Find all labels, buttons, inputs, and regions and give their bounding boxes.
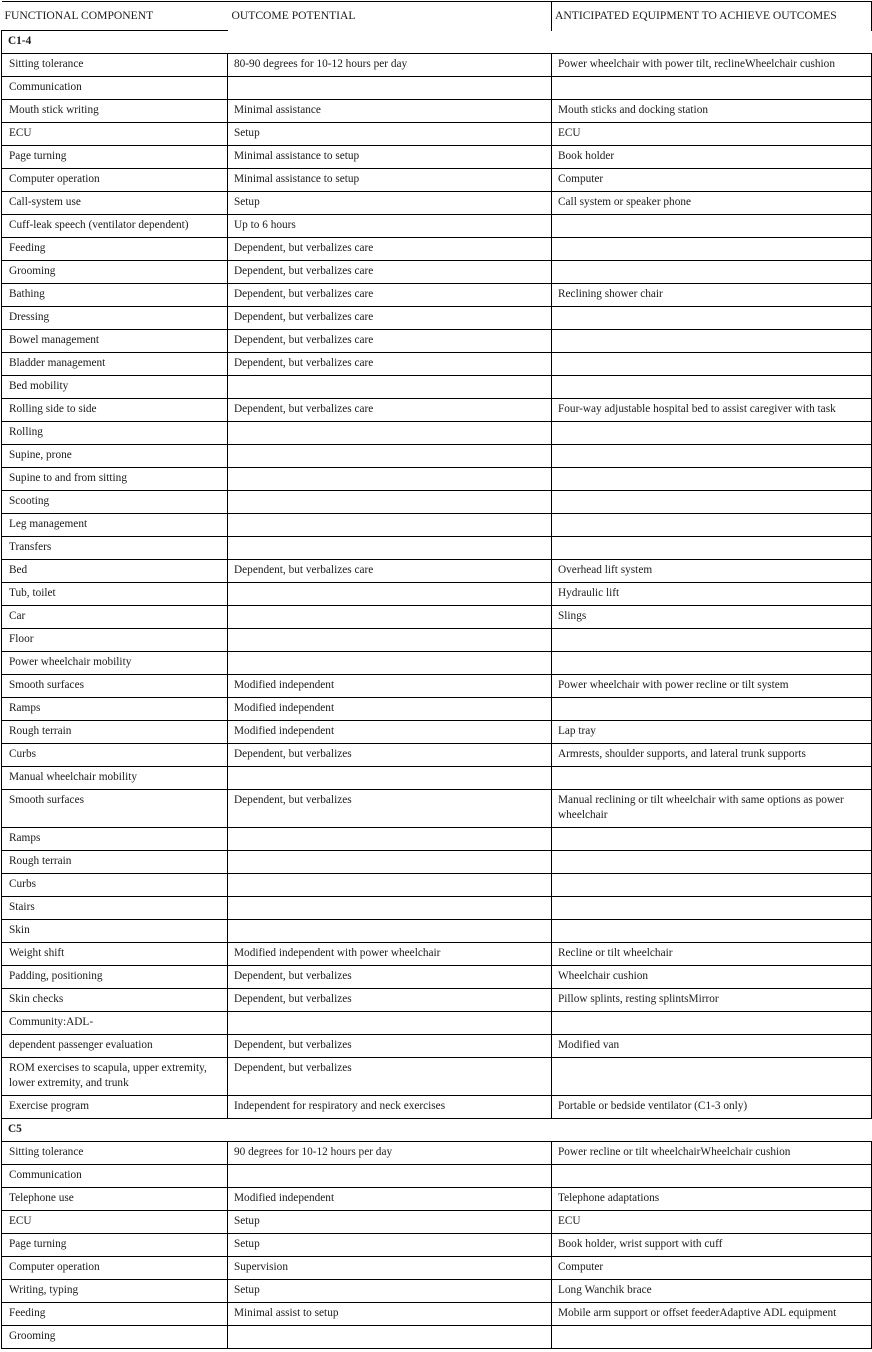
equipment-cell: Reclining shower chair	[552, 284, 872, 307]
equipment-cell: ECU	[552, 1211, 872, 1234]
equipment-cell	[552, 445, 872, 468]
outcome-potential-cell: 90 degrees for 10-12 hours per day	[228, 1142, 552, 1165]
equipment-cell	[552, 920, 872, 943]
equipment-cell	[552, 874, 872, 897]
equipment-cell	[552, 215, 872, 238]
functional-component-cell: Smooth surfaces	[2, 675, 228, 698]
outcome-potential-cell: Setup	[228, 192, 552, 215]
equipment-cell	[552, 897, 872, 920]
table-row	[2, 123, 872, 146]
functional-component-cell: Grooming	[2, 1326, 228, 1349]
equipment-cell: Four-way adjustable hospital bed to assist caregiver with task	[552, 399, 872, 422]
equipment-cell	[552, 261, 872, 284]
header-row	[2, 2, 872, 31]
functional-component-cell: Ramps	[2, 698, 228, 721]
outcome-potential-cell	[228, 629, 552, 652]
functional-component-cell: Bathing	[2, 284, 228, 307]
outcome-potential-cell: Minimal assistance to setup	[228, 146, 552, 169]
equipment-cell	[552, 491, 872, 514]
equipment-cell	[552, 422, 872, 445]
functional-component-cell: Padding, positioning	[2, 966, 228, 989]
functional-component-cell: Telephone use	[2, 1188, 228, 1211]
table-row	[2, 1188, 872, 1211]
table-row	[2, 1326, 872, 1349]
equipment-cell	[552, 1165, 872, 1188]
equipment-cell	[552, 767, 872, 790]
equipment-cell	[552, 238, 872, 261]
equipment-cell	[552, 353, 872, 376]
functional-component-cell: Writing, typing	[2, 1280, 228, 1303]
functional-component-cell: Computer operation	[2, 1257, 228, 1280]
table-row	[2, 54, 872, 77]
table-row	[2, 874, 872, 897]
functional-component-cell: Curbs	[2, 874, 228, 897]
outcome-potential-cell: Minimal assist to setup	[228, 1303, 552, 1326]
table-row	[2, 468, 872, 491]
table-row	[2, 744, 872, 767]
functional-component-cell: Tub, toilet	[2, 583, 228, 606]
table-row	[2, 1058, 872, 1096]
equipment-cell: Power wheelchair with power recline or tilt system	[552, 675, 872, 698]
equipment-cell: Lap tray	[552, 721, 872, 744]
section-spacer	[228, 31, 552, 54]
equipment-cell: Mobile arm support or offset feederAdaptive ADL equipment	[552, 1303, 872, 1326]
table-row	[2, 1280, 872, 1303]
outcome-potential-cell: Dependent, but verbalizes care	[228, 238, 552, 261]
functional-component-cell: Mouth stick writing	[2, 100, 228, 123]
outcome-potential-cell: 80-90 degrees for 10-12 hours per day	[228, 54, 552, 77]
table-row	[2, 897, 872, 920]
table-row	[2, 920, 872, 943]
equipment-cell: Recline or tilt wheelchair	[552, 943, 872, 966]
outcome-potential-cell: Minimal assistance	[228, 100, 552, 123]
equipment-cell	[552, 376, 872, 399]
functional-component-cell: Skin	[2, 920, 228, 943]
functional-component-cell: Floor	[2, 629, 228, 652]
functional-component-cell: Scooting	[2, 491, 228, 514]
functional-component-cell: Cuff-leak speech (ventilator dependent)	[2, 215, 228, 238]
equipment-cell: Wheelchair cushion	[552, 966, 872, 989]
equipment-cell	[552, 330, 872, 353]
equipment-cell: Computer	[552, 169, 872, 192]
equipment-cell: Mouth sticks and docking station	[552, 100, 872, 123]
functional-component-cell: Sitting tolerance	[2, 54, 228, 77]
functional-component-cell: Stairs	[2, 897, 228, 920]
table-row	[2, 943, 872, 966]
equipment-cell	[552, 652, 872, 675]
outcome-potential-cell: Setup	[228, 1280, 552, 1303]
table-row	[2, 261, 872, 284]
functional-component-cell: Sitting tolerance	[2, 1142, 228, 1165]
functional-component-cell: Rolling side to side	[2, 399, 228, 422]
outcome-potential-cell: Setup	[228, 1234, 552, 1257]
equipment-cell	[552, 629, 872, 652]
outcome-potential-cell	[228, 828, 552, 851]
outcome-potential-cell	[228, 491, 552, 514]
table-row	[2, 675, 872, 698]
outcome-potential-cell: Up to 6 hours	[228, 215, 552, 238]
functional-component-cell: Bed mobility	[2, 376, 228, 399]
equipment-cell	[552, 537, 872, 560]
table-row	[2, 353, 872, 376]
functional-component-cell: Ramps	[2, 828, 228, 851]
outcome-potential-cell: Dependent, but verbalizes	[228, 790, 552, 828]
functional-component-cell: Rolling	[2, 422, 228, 445]
table-row	[2, 192, 872, 215]
outcome-potential-cell: Dependent, but verbalizes care	[228, 560, 552, 583]
table-row	[2, 629, 872, 652]
functional-component-cell: Manual wheelchair mobility	[2, 767, 228, 790]
functional-component-cell: Supine, prone	[2, 445, 228, 468]
equipment-cell	[552, 1326, 872, 1349]
table-row	[2, 1096, 872, 1119]
section-label: C5	[2, 1119, 228, 1142]
equipment-cell: Call system or speaker phone	[552, 192, 872, 215]
table-row	[2, 721, 872, 744]
functional-component-cell: Feeding	[2, 238, 228, 261]
equipment-cell: Pillow splints, resting splintsMirror	[552, 989, 872, 1012]
outcome-potential-cell: Modified independent	[228, 1188, 552, 1211]
table-row	[2, 1142, 872, 1165]
table-row	[2, 146, 872, 169]
functional-component-cell: Community:ADL-	[2, 1012, 228, 1035]
table-row	[2, 606, 872, 629]
functional-component-cell: Smooth surfaces	[2, 790, 228, 828]
table-row	[2, 537, 872, 560]
outcome-potential-cell	[228, 1165, 552, 1188]
table-row	[2, 100, 872, 123]
equipment-cell: Modified van	[552, 1035, 872, 1058]
table-row	[2, 422, 872, 445]
functional-component-cell: Transfers	[2, 537, 228, 560]
equipment-cell	[552, 1058, 872, 1096]
outcome-potential-cell	[228, 77, 552, 100]
equipment-cell	[552, 698, 872, 721]
functional-component-cell: Page turning	[2, 146, 228, 169]
outcome-potential-cell	[228, 422, 552, 445]
outcome-potential-cell	[228, 851, 552, 874]
outcome-potential-cell: Modified independent	[228, 675, 552, 698]
table-row	[2, 307, 872, 330]
outcome-potential-cell: Dependent, but verbalizes	[228, 1058, 552, 1096]
functional-component-cell: Weight shift	[2, 943, 228, 966]
functional-component-cell: Bed	[2, 560, 228, 583]
equipment-cell: Computer	[552, 1257, 872, 1280]
table-row	[2, 790, 872, 828]
outcome-potential-cell	[228, 468, 552, 491]
table-row	[2, 1211, 872, 1234]
outcome-potential-cell	[228, 1012, 552, 1035]
outcome-potential-cell: Supervision	[228, 1257, 552, 1280]
functional-component-cell: Rough terrain	[2, 721, 228, 744]
equipment-cell: Manual reclining or tilt wheelchair with same options as power wheelchair	[552, 790, 872, 828]
functional-component-cell: ECU	[2, 1211, 228, 1234]
section-row	[2, 31, 872, 54]
outcome-potential-cell	[228, 376, 552, 399]
table-row	[2, 399, 872, 422]
functional-component-cell: Curbs	[2, 744, 228, 767]
outcome-potential-cell: Dependent, but verbalizes	[228, 989, 552, 1012]
table-row	[2, 1257, 872, 1280]
outcome-potential-cell	[228, 1326, 552, 1349]
equipment-cell	[552, 514, 872, 537]
functional-component-cell: Bladder management	[2, 353, 228, 376]
outcome-potential-cell: Setup	[228, 1211, 552, 1234]
equipment-cell: Long Wanchik brace	[552, 1280, 872, 1303]
equipment-cell	[552, 851, 872, 874]
table-row	[2, 284, 872, 307]
table-row	[2, 1012, 872, 1035]
table-row	[2, 1165, 872, 1188]
outcome-potential-cell: Dependent, but verbalizes	[228, 966, 552, 989]
functional-component-cell: Communication	[2, 1165, 228, 1188]
header-functional-component: FUNCTIONAL COMPONENT	[2, 2, 228, 31]
equipment-cell	[552, 468, 872, 491]
table-body	[2, 31, 872, 1349]
table-row	[2, 215, 872, 238]
table-row	[2, 1234, 872, 1257]
table-row	[2, 583, 872, 606]
table-row	[2, 989, 872, 1012]
equipment-cell	[552, 307, 872, 330]
header-anticipated-equipment: ANTICIPATED EQUIPMENT TO ACHIEVE OUTCOMES	[552, 2, 872, 31]
table-row	[2, 851, 872, 874]
outcome-potential-cell: Dependent, but verbalizes care	[228, 284, 552, 307]
equipment-cell: Armrests, shoulder supports, and lateral trunk supports	[552, 744, 872, 767]
section-spacer	[552, 31, 872, 54]
functional-component-cell: Leg management	[2, 514, 228, 537]
equipment-cell: Overhead lift system	[552, 560, 872, 583]
outcomes-table	[1, 1, 872, 1349]
functional-component-cell: Car	[2, 606, 228, 629]
outcome-potential-cell: Dependent, but verbalizes care	[228, 261, 552, 284]
table-row	[2, 238, 872, 261]
functional-component-cell: Computer operation	[2, 169, 228, 192]
outcome-potential-cell: Modified independent	[228, 698, 552, 721]
functional-component-cell: Exercise program	[2, 1096, 228, 1119]
equipment-cell: Power wheelchair with power tilt, reclineWheelchair cushion	[552, 54, 872, 77]
functional-component-cell: Supine to and from sitting	[2, 468, 228, 491]
functional-component-cell: ECU	[2, 123, 228, 146]
outcome-potential-cell	[228, 606, 552, 629]
outcome-potential-cell: Dependent, but verbalizes care	[228, 330, 552, 353]
functional-component-cell: Rough terrain	[2, 851, 228, 874]
table-row	[2, 169, 872, 192]
equipment-cell	[552, 828, 872, 851]
functional-component-cell: Communication	[2, 77, 228, 100]
table-row	[2, 767, 872, 790]
functional-component-cell: dependent passenger evaluation	[2, 1035, 228, 1058]
outcome-potential-cell: Dependent, but verbalizes	[228, 1035, 552, 1058]
outcome-potential-cell	[228, 583, 552, 606]
equipment-cell: ECU	[552, 123, 872, 146]
outcome-potential-cell	[228, 514, 552, 537]
section-spacer	[552, 1119, 872, 1142]
table-row	[2, 828, 872, 851]
outcome-potential-cell: Dependent, but verbalizes	[228, 744, 552, 767]
functional-component-cell: ROM exercises to scapula, upper extremity, lower extremity, and trunk	[2, 1058, 228, 1096]
functional-component-cell: Skin checks	[2, 989, 228, 1012]
outcome-potential-cell	[228, 445, 552, 468]
equipment-cell: Telephone adaptations	[552, 1188, 872, 1211]
functional-component-cell: Grooming	[2, 261, 228, 284]
equipment-cell: Slings	[552, 606, 872, 629]
equipment-cell	[552, 1012, 872, 1035]
functional-component-cell: Page turning	[2, 1234, 228, 1257]
outcome-potential-cell: Minimal assistance to setup	[228, 169, 552, 192]
equipment-cell: Book holder	[552, 146, 872, 169]
outcome-potential-cell: Independent for respiratory and neck exercises	[228, 1096, 552, 1119]
table-row	[2, 560, 872, 583]
table-row	[2, 491, 872, 514]
functional-component-cell: Feeding	[2, 1303, 228, 1326]
functional-component-cell: Bowel management	[2, 330, 228, 353]
outcome-potential-cell	[228, 897, 552, 920]
functional-component-cell: Dressing	[2, 307, 228, 330]
table-row	[2, 966, 872, 989]
outcome-potential-cell	[228, 652, 552, 675]
outcome-potential-cell: Dependent, but verbalizes care	[228, 399, 552, 422]
equipment-cell	[552, 77, 872, 100]
outcome-potential-cell	[228, 537, 552, 560]
header-outcome-potential: OUTCOME POTENTIAL	[228, 2, 552, 31]
section-row	[2, 1119, 872, 1142]
equipment-cell: Portable or bedside ventilator (C1-3 only)	[552, 1096, 872, 1119]
outcome-potential-cell: Modified independent	[228, 721, 552, 744]
functional-component-cell: Power wheelchair mobility	[2, 652, 228, 675]
functional-component-cell: Call-system use	[2, 192, 228, 215]
table-row	[2, 652, 872, 675]
table-row	[2, 330, 872, 353]
section-label: C1-4	[2, 31, 228, 54]
table-row	[2, 698, 872, 721]
outcome-potential-cell	[228, 767, 552, 790]
table-row	[2, 1035, 872, 1058]
outcome-potential-cell	[228, 874, 552, 897]
equipment-cell: Power recline or tilt wheelchairWheelchair cushion	[552, 1142, 872, 1165]
outcome-potential-cell: Setup	[228, 123, 552, 146]
equipment-cell: Book holder, wrist support with cuff	[552, 1234, 872, 1257]
outcome-potential-cell: Dependent, but verbalizes care	[228, 353, 552, 376]
outcome-potential-cell: Dependent, but verbalizes care	[228, 307, 552, 330]
table-row	[2, 1303, 872, 1326]
table-row	[2, 77, 872, 100]
equipment-cell: Hydraulic lift	[552, 583, 872, 606]
table-row	[2, 445, 872, 468]
section-spacer	[228, 1119, 552, 1142]
table-row	[2, 376, 872, 399]
outcome-potential-cell: Modified independent with power wheelchair	[228, 943, 552, 966]
table-row	[2, 514, 872, 537]
outcome-potential-cell	[228, 920, 552, 943]
